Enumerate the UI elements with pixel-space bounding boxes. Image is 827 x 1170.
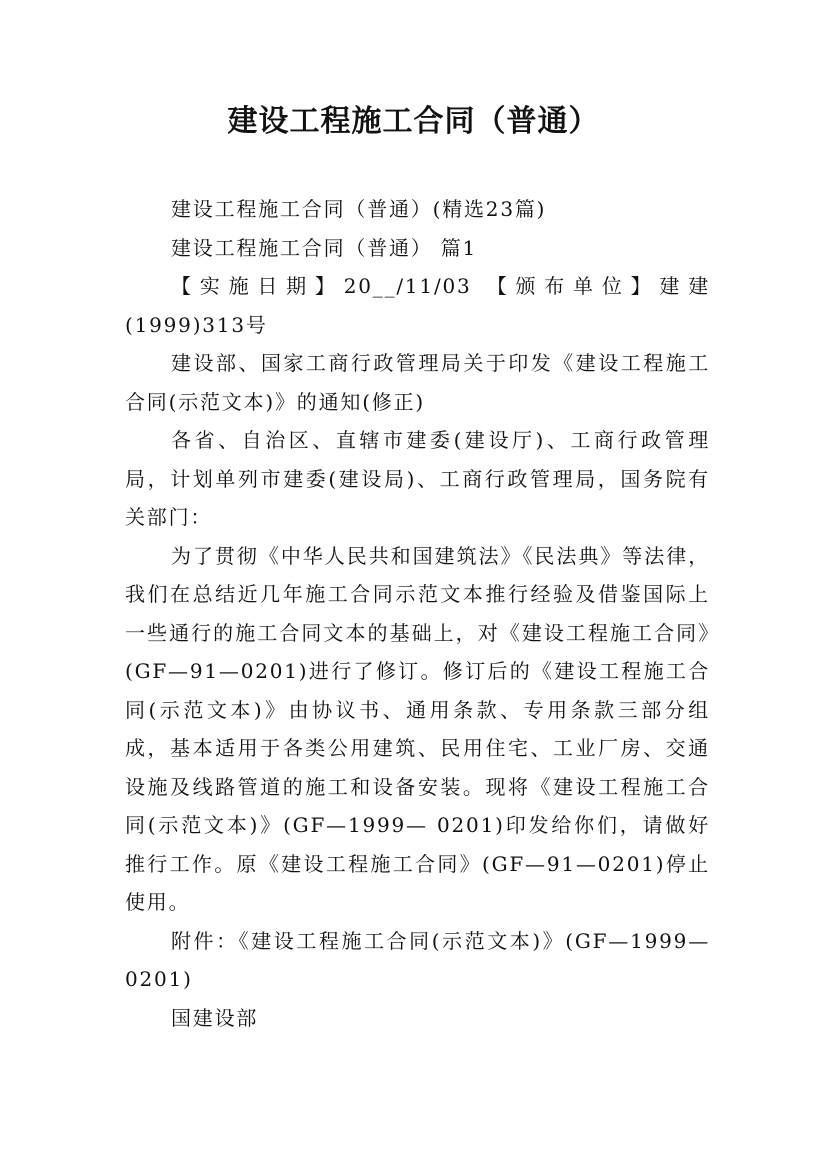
notice-title-paragraph: 建设部、国家工商行政管理局关于印发《建设工程施工合同(示范文本)》的通知(修正): [125, 351, 710, 414]
section-heading-paragraph: 建设工程施工合同（普通） 篇1: [171, 235, 478, 260]
document-body: [125, 190, 710, 1037]
attachment-paragraph: 附件：《建设工程施工合同(示范文本)》(GF—1999—0201): [125, 928, 710, 991]
signature-paragraph: 国建设部: [171, 1005, 259, 1030]
main-body-paragraph: 为了贯彻《中华人民共和国建筑法》《民法典》等法律，我们在总结近几年施工合同示范文本推行经验及借鉴国际上一些通行的施工合同文本的基础上，对《建设工程施工合同》(GF—91—0201)进行了修订。修订后的《建设工程施工合同(示范文本)》由协议书、通用条款、专用条款三部分组成，基本适用于各类公用建筑、民用住宅、工业厂房、交通设施及线路管道的施工和设备安装。现将《建设工程施工合同(示范文本)》(GF—1999— 0201)印发给你们，请做好推行工作。原《建设工程施工合同》(GF—91—0201)停止使用。: [125, 543, 710, 914]
document-title: 建设工程施工合同（普通）: [227, 104, 600, 139]
date-issuer-paragraph: 【实施日期】20__/11/03 【颁布单位】建建(1999)313号: [125, 274, 710, 337]
addressee-paragraph: 各省、自治区、直辖市建委(建设厅)、工商行政管理局，计划单列市建委(建设局)、工商行政管理局，国务院有关部门：: [125, 428, 710, 529]
subtitle-paragraph: 建设工程施工合同（普通）(精选23篇): [171, 197, 547, 221]
